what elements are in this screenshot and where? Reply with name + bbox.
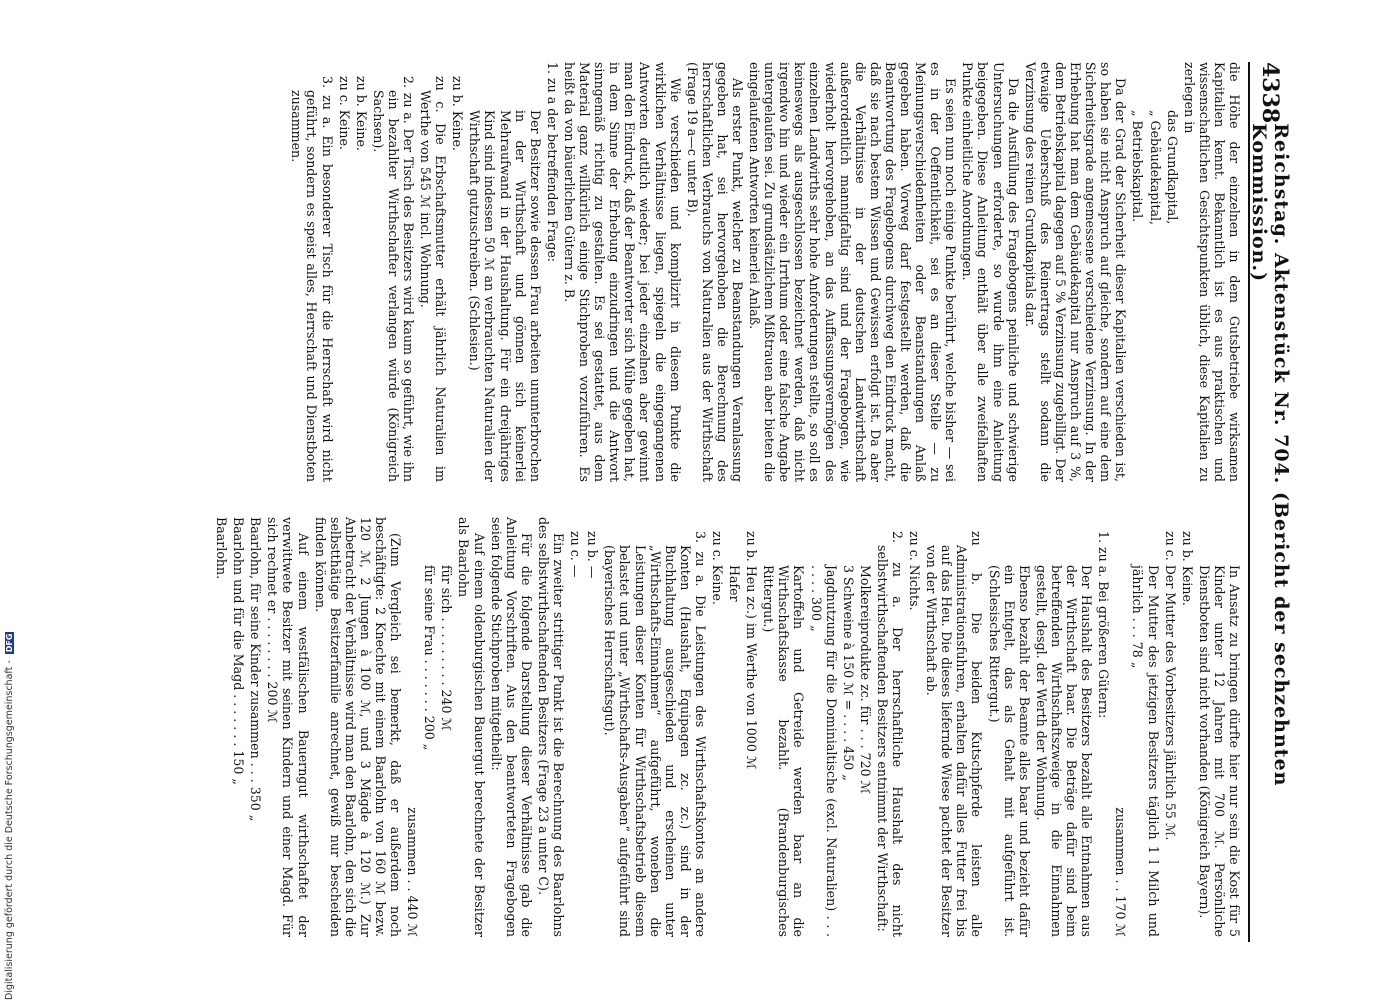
list-item: Hafer xyxy=(727,565,743,602)
paragraph: Wie verschieden und komplizirt in diesem Punkte die wirklichen Verhältnisse liegen, spiegeln die eingegangenen Antworten deutlich wieder; bei jeder einzelnen aber gewinnt man den Eindruck, daß der Beantworter sich Mühe gegeben hat, in dem Sinne der Erhebung einzudringen und die Antwort sinngemäß richtig zu gestalten. Es sei gestattet, aus dem Material ganz willkürlich einige Stichproben vorzuführen. Es heißt da von bäuerlichen Gütern z. B. xyxy=(561,62,683,482)
page-number: 4338 xyxy=(1257,62,1283,124)
list-item: zu b. Heu zc.) im Werthe von 1000 ℳ xyxy=(744,531,760,770)
paragraph: In Ansatz zu bringen dürfte hier nur sein die Kost für 5 Kinder unter 12 Jahren mit 700 ℳ. Persönliche Dienstboten sind nicht vorhanden (Königreich Bayern). xyxy=(1196,565,1242,937)
amount-line: 3 Schweine à 150 ℳ = . . . . 450 „ xyxy=(840,565,856,781)
right-column xyxy=(212,517,1242,937)
list-item: zu c. Der Mutter des Vorbesitzers jährlich 55 ℳ. xyxy=(1162,531,1178,841)
paragraph: 1. zu a der betreffenden Frage: xyxy=(544,62,560,263)
amount-line: Baarlohn, für seine Kinder zusammen . . . 350 „ xyxy=(248,517,264,822)
list-item: 1. zu a. Bei größeren Gütern: xyxy=(1096,531,1112,719)
list-item: „ Gebäudekapital, xyxy=(1147,110,1163,226)
paragraph: Da die Ausfüllung des Fragebogens peinliche und schwierige Untersuchungen erforderte, so wurde ihm eine Anleitung beigegeben. Diese Anleitung enthält über alle zweifelhaften Punkte einheitliche Anordnungen. xyxy=(960,62,1021,482)
list-item: zu c. Keine. xyxy=(336,76,352,150)
digitization-footer xyxy=(2,0,16,1000)
list-item: zu b. Keine. xyxy=(1179,531,1195,606)
list-item: zu c. Die Erbschaftsmutter erhält jährlich Naturalien im Werthe von 545 ℳ incl. Wohnung. xyxy=(418,76,449,482)
amount-line: für sich . . . . . . . . . 240 ℳ xyxy=(439,565,455,732)
list-item: zu b. Keine. xyxy=(353,76,369,151)
paragraph: Ein zweiter strittiger Punkt ist die Berechnung des Baarlohns des selbstwirthschaftenden Besitzers (Frage 23 a unter C). xyxy=(535,517,567,937)
paragraph: Baarlohn. xyxy=(214,517,230,580)
paragraph: Es seien nun noch einige Punkte berührt, welche bisher — sei es in der Oeffentlichkeit, sei es an dieser Stelle — zu Meinungsverschiedenheiten oder Beanstandungen Anlaß gegeben haben. Vorweg darf festgestellt werden, daß die Beantwortung des Fragebogens durchweg den Eindruck macht, daß sie nach bestem Wissen und Gewissen erfolgt ist. Da aber die Verhältnisse in der deutschen Landwirthschaft außerordentlich mannigfaltig sind und der Fragebogen, wie wiederholt hervorgehoben, an das Auffassungsvermögen des einzelnen Landwirths sehr hohe Anforderungen stellte, so soll es keineswegs als ausgeschlossen bezeichnet werden, daß nicht irgendwo hin und wieder ein Irrthum oder eine falsche Angabe untergelaufen sei. Zu grundsätzlichem Mißtrauen aber bieten die eingelaufenen Antworten keinerlei Anlaß. xyxy=(747,62,959,482)
footer-text: Digitalisierung gefördert durch die Deutsche Forschungsgemeinschaft - xyxy=(3,660,15,1000)
paragraph: Für die folgende Darstellung dieser Verhältnisse gab die Anleitung Vorschriften. Aus den beantworteten Fragebogen seien folgende Stichproben mitgetheilt: xyxy=(488,517,534,937)
paragraph: Der Besitzer sowie dessen Frau arbeiten ununterbrochen in der Wirthschaft und gönnen sich keinerlei Mehraufwand in der Haushaltung. Für ein dreijähriges Kind sind indessen 50 ℳ an verbrauchten Naturalien der Wirthschaft gutzuschreiben. (Schlesien.) xyxy=(467,110,543,482)
page-title: Reichstag. Aktenstück Nr. 704. (Bericht der sechzehnten Kommission.) xyxy=(1248,123,1292,787)
dfg-logo: DFG xyxy=(4,633,14,653)
list-item: Der Mutter des jetzigen Besitzers täglich 1 l Milch und jährlich . . . 78 „ xyxy=(1130,565,1161,937)
list-item: zu b. Keine. xyxy=(450,76,466,151)
list-item: zu b. — xyxy=(585,531,601,579)
paragraph: Kartoffeln und Getreide werden baar an die Wirthschaftskasse bezahlt. (Brandenburgisches Rittergut.) xyxy=(761,565,807,937)
amount-line: Molkereiprodukte zc. für . . . 720 ℳ xyxy=(857,565,873,795)
paragraph: die Höhe der einzelnen in dem Gutsbetriebe wirksamen Kapitalien kennt. Bekanntlich ist es aus praktischen und wissenschaftlichen Gesichtspunkten üblich, diese Kapitalien zu zerlegen in xyxy=(1181,62,1242,482)
amount-line: für seine Frau . . . . . . . 200 „ xyxy=(422,565,438,751)
paragraph: Da der Grad der Sicherheit dieser Kapitalien verschieden ist, so haben sie nicht Anspruch auf gleiche, sondern auf eine dem Sicherheitsgrade angemessene verschiedene Verzinsung. In der Erhebung hat man dem Gebäudekapital nur Anspruch auf 3 %, dem Betriebskapital dagegen auf 5 % Verzinsung zugebilligt. Der etwaige Ueberschuß des Reinertrags stellt sodann die Verzinsung des reinen Grundkapitals dar. xyxy=(1022,62,1129,482)
sum-line: zusammen . . 440 ℳ xyxy=(405,807,421,937)
paragraph: Ebenso bezahlt der Beamte alles baar und bezieht dafür ein Entgelt, das als Gehalt mit aufgeführt ist. (Schlesisches Rittergut.) xyxy=(986,565,1032,937)
list-item: zu b. Die beiden Kutschpferde leisten alle Administrationsfuhren, erhalten dafür alles Futter frei bis auf das Heu. Die dieses liefernde Wiese pachtet der Besitzer von der Wirthschaft ab. xyxy=(924,531,985,937)
list-item: 3. zu a. Ein besonderer Tisch für die Herrschaft wird nicht geführt, sondern es speist alles, Herrschaft und Dienstboten zusammen. xyxy=(289,76,335,482)
paragraph: Der Haushalt des Besitzers bezahlt alle Entnahmen aus der Wirthschaft baar. Die Beträge dafür sind beim betreffenden Wirthschaftszweige in die Einnahmen gestellt, desgl. der Werth der Wohnung. xyxy=(1033,565,1095,937)
page-header xyxy=(1248,62,1290,942)
amount-line: Baarlohn und für die Magd . . . . . . . 150 „ xyxy=(231,517,247,785)
list-item: 3. zu a. Die Leistungen des Wirthschaftskontos an andere Konten (Haushalt, Equipagen zc. zc.) sind in der Buchhaltung ausgeschieden und erscheinen unter „Wirthschafts-Einnahmen“ aufgeführt, woneben die Leistungen dieser Konten für Wirthschaftsbetrieb diesem belastet und unter „Wirthschafts-Ausgaben“ aufgeführt sind (bayerisches Herrschaftsgut). xyxy=(602,531,708,937)
paragraph: Als erster Punkt, welcher zu Beanstandungen Veranlassung gegeben hat, sei hervorgehoben die Berechnung des herrschaftlichen Verbrauchs von Naturalien aus der Wirthschaft (Frage 19 a—c unter B). xyxy=(684,62,745,482)
list-item: 2. zu a. Der Tisch des Besitzers wird kaum so geführt, wie ihn ein bezahlter Wirthschafter verlangen würde (Königreich Sachsen). xyxy=(370,76,417,482)
paragraph: Auf einem westfälischen Bauerngut wirthschaftet der verwittwete Besitzer mit seinen Kindern und einer Magd. Für sich rechnet er . . . . . . . . 200 ℳ xyxy=(265,517,311,937)
list-item: zu c. — xyxy=(568,531,584,578)
list-item: das Grundkapital, xyxy=(1164,110,1180,225)
list-item: „ Betriebskapital. xyxy=(1130,110,1146,223)
document-page xyxy=(90,62,1290,952)
paragraph: (Zum Vergleich sei bemerkt, daß er außerdem noch beschäftigte: 2 Knechte mit einem Baarlohn von 160 ℳ bezw. 120 ℳ, 2 Jungen à 100 ℳ, und 3 Mägde à 120 ℳ.) Zur Anbetracht der Verhältnisse wird man den Baarlohn, den sich die selbstthätige Besitzerfamilie anrechnet, gewiß nur bescheiden finden können. xyxy=(312,517,404,937)
left-column xyxy=(287,62,1242,482)
list-item: 2. zu a. Der herrschaftliche Haushalt des nicht selbstwirthschaftenden Besitzers entnimmt der Wirthschaft: xyxy=(874,531,906,937)
amount-line: Jagdnutzung für die Dominialtische (excl. Naturalien) . . . . . . . 300 „ xyxy=(808,565,839,937)
list-item: zu c. Keine. xyxy=(710,531,725,605)
paragraph: Auf einem oldenburgischen Bauergut berechnete der Besitzer als Baarlohn xyxy=(456,517,487,937)
sum-line: zusammen . . 170 ℳ xyxy=(1113,807,1129,937)
list-item: zu c. Nichts. xyxy=(907,531,923,611)
